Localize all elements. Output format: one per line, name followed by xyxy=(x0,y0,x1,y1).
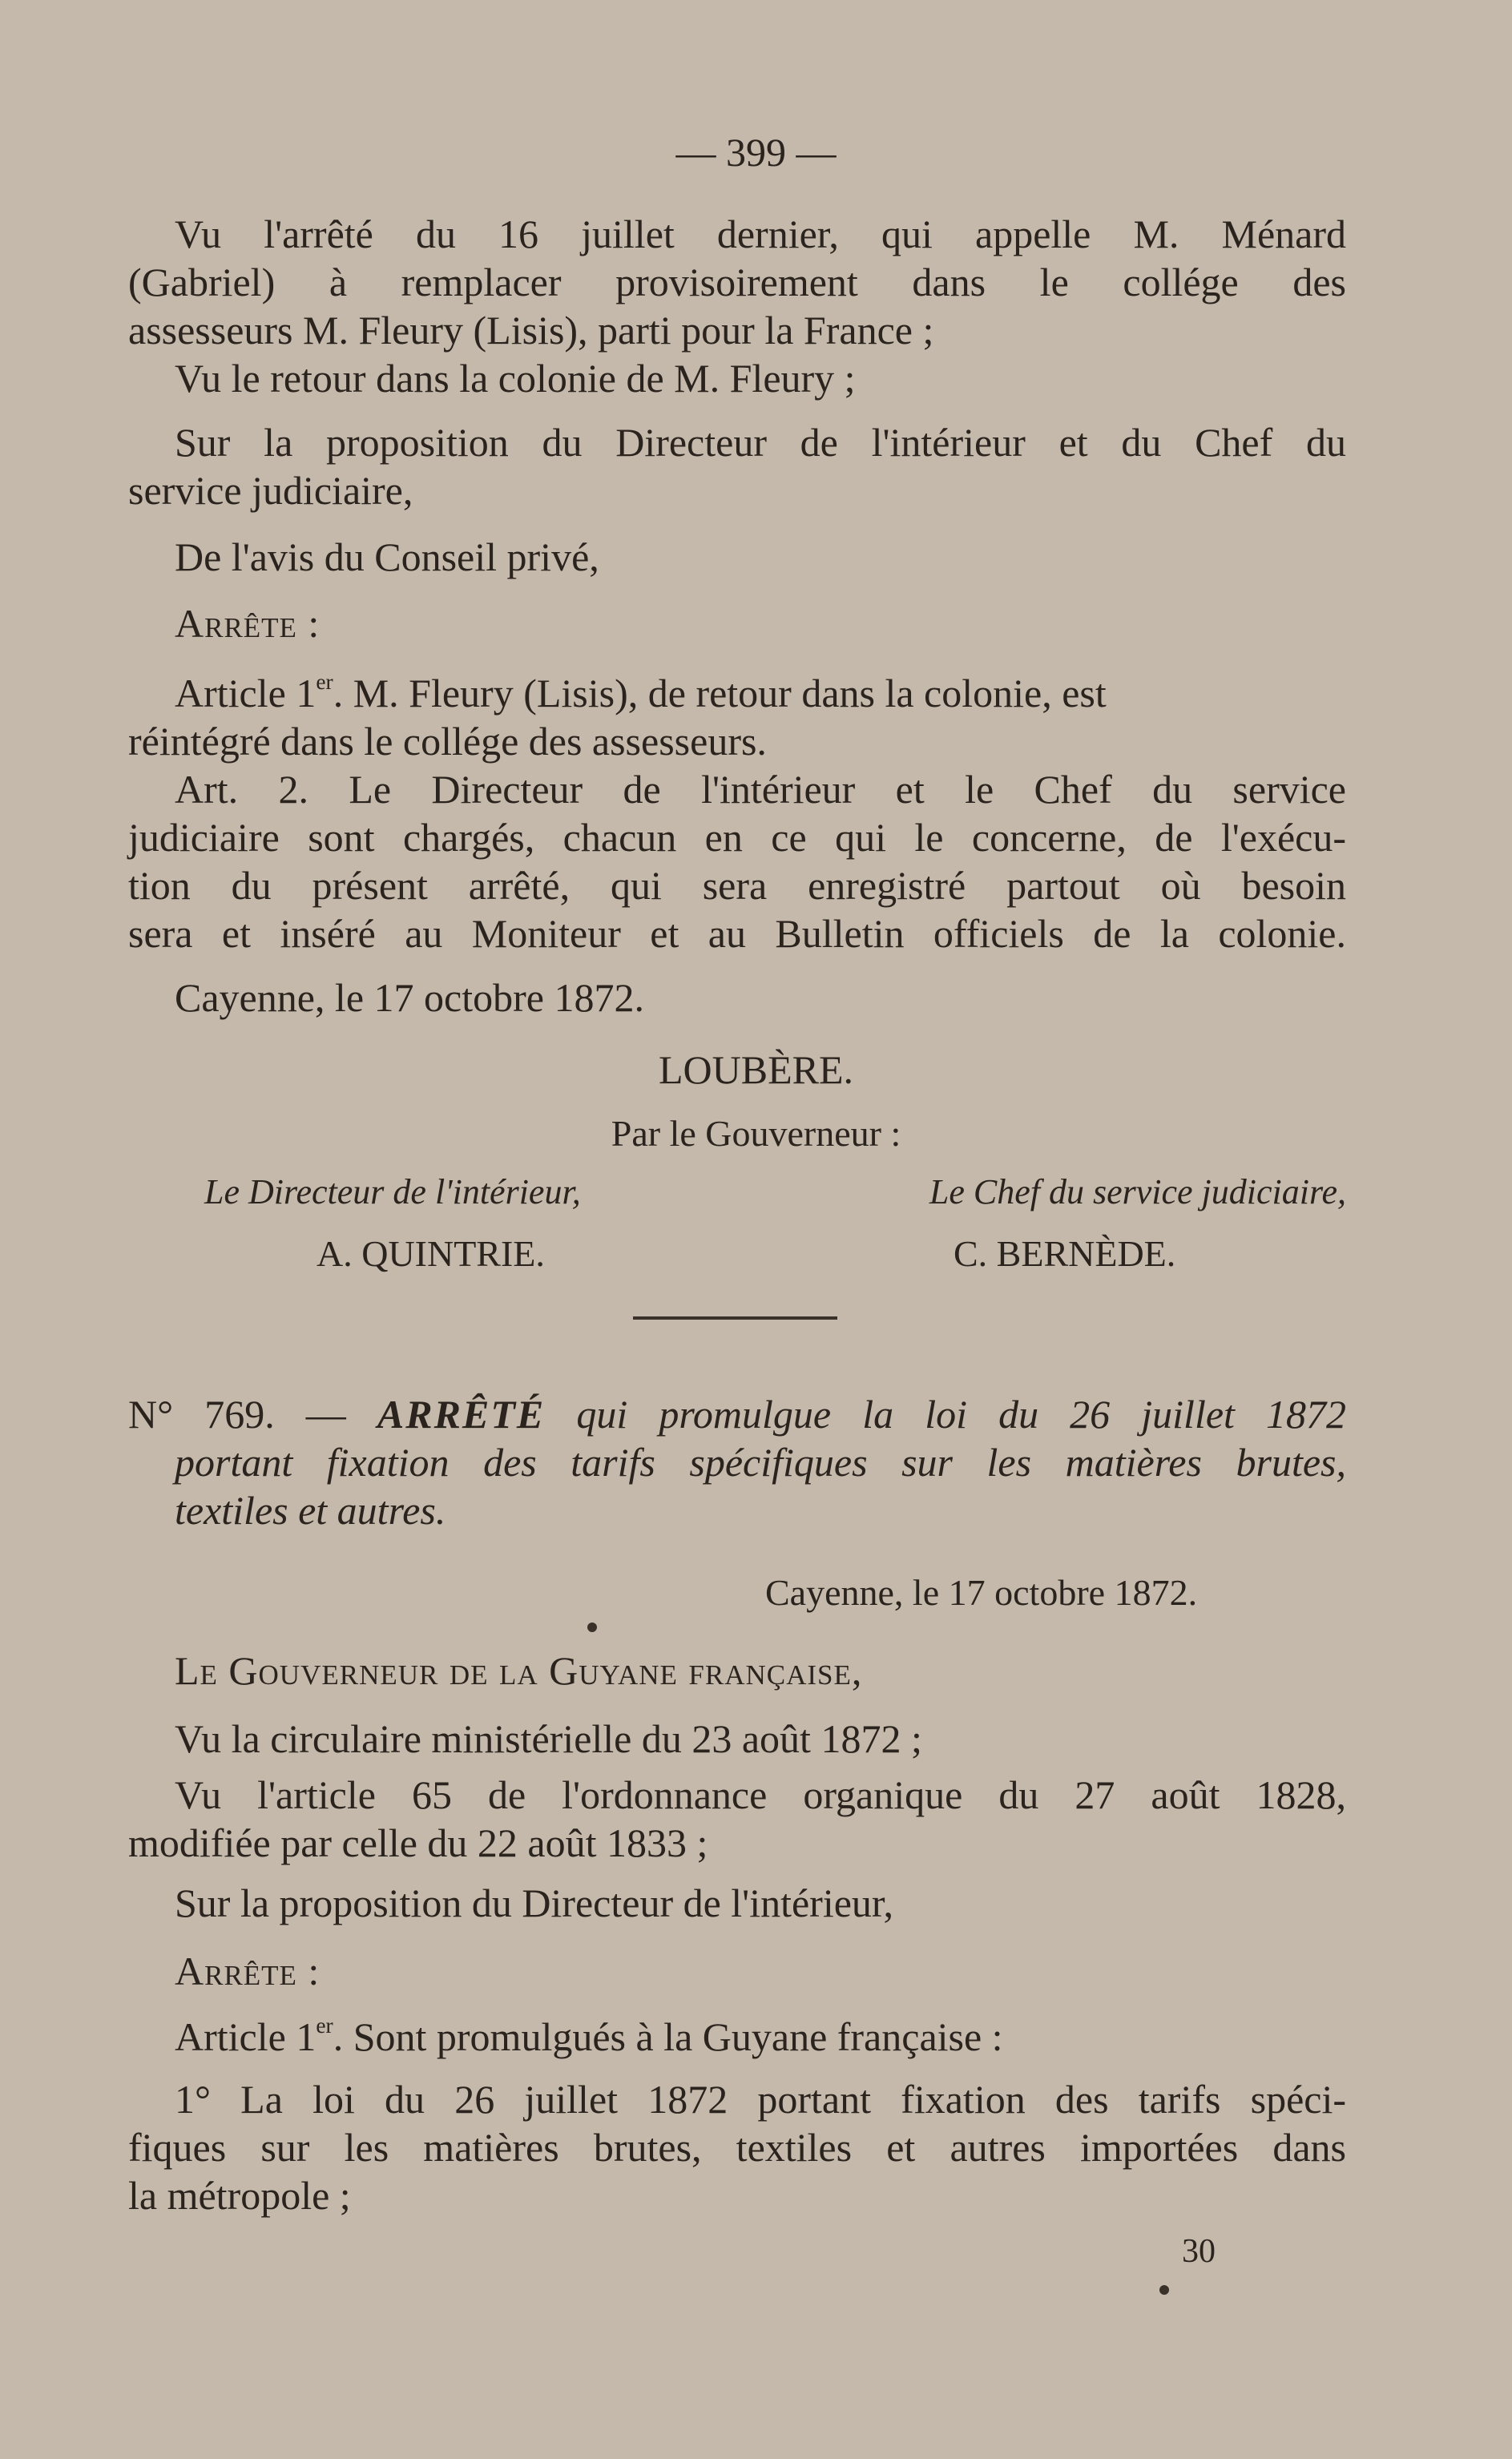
text-line: Art. 2. Le Directeur de l'intérieur et le Chef du service xyxy=(175,767,1346,812)
signatory-title-right: Le Chef du service judiciaire, xyxy=(929,1172,1346,1211)
article-line xyxy=(175,669,1346,717)
section-divider xyxy=(633,1316,837,1320)
ink-dot xyxy=(1159,2285,1169,2295)
signature-mark: 30 xyxy=(1182,2233,1216,2270)
text-line: sera et inséré au Moniteur et au Bulletin officiels de la colonie. xyxy=(128,911,1346,956)
page-number: — 399 — xyxy=(675,130,837,175)
decree-title-line: textiles et autres. xyxy=(175,1488,446,1533)
text-line: modifiée par celle du 22 août 1833 ; xyxy=(128,1820,708,1865)
text-line: Vu l'article 65 de l'ordonnance organique du 27 août 1828, xyxy=(175,1772,1346,1817)
text-line: fiques sur les matières brutes, textiles et autres importées dans xyxy=(128,2125,1346,2170)
text-line: (Gabriel) à remplacer provisoirement dans le collége des xyxy=(128,260,1346,304)
text-line: Sur la proposition du Directeur de l'intérieur, xyxy=(175,1881,894,1925)
text-line: service judiciaire, xyxy=(128,468,413,513)
article-text: . Sont promulgués à la Guyane française : xyxy=(333,2014,1003,2059)
decree-heading xyxy=(128,1390,1346,1438)
article-text: . M. Fleury (Lisis), de retour dans la colonie, est xyxy=(333,671,1107,716)
signatory-name-right: C. BERNÈDE. xyxy=(954,1233,1176,1274)
text-line: Vu la circulaire ministérielle du 23 août 1872 ; xyxy=(175,1716,922,1761)
text-line: tion du présent arrêté, qui sera enregistré partout où besoin xyxy=(128,863,1346,908)
decree-title-rest: qui promulgue la loi du 26 juillet 1872 xyxy=(576,1392,1347,1437)
date-line: Cayenne, le 17 octobre 1872. xyxy=(175,975,644,1020)
signature-governor: LOUBÈRE. xyxy=(658,1047,854,1092)
article-superscript: er xyxy=(316,2013,333,2038)
text-line: Sur la proposition du Directeur de l'intérieur et du Chef du xyxy=(175,420,1346,465)
text-line: Vu l'arrêté du 16 juillet dernier, qui appelle M. Ménard xyxy=(175,212,1346,256)
decree-number: N° 769. — xyxy=(128,1392,346,1437)
governor-heading: Le Gouverneur de la Guyane française, xyxy=(175,1648,863,1693)
text-line: assesseurs M. Fleury (Lisis), parti pour la France ; xyxy=(128,308,934,353)
text-line: Vu le retour dans la colonie de M. Fleury ; xyxy=(175,356,856,401)
text-line: 1° La loi du 26 juillet 1872 portant fixation des tarifs spéci- xyxy=(175,2077,1346,2122)
text-line: De l'avis du Conseil privé, xyxy=(175,534,599,579)
par-le-gouverneur: Par le Gouverneur : xyxy=(611,1113,901,1154)
article-line xyxy=(175,2013,1346,2061)
arrete-heading: Arrête : xyxy=(175,1949,321,1993)
ink-dot xyxy=(587,1623,597,1632)
decree-title-line: portant fixation des tarifs spécifiques sur les matières brutes, xyxy=(175,1440,1346,1485)
article-superscript: er xyxy=(316,669,333,694)
signatory-title-left: Le Directeur de l'intérieur, xyxy=(204,1172,581,1211)
article-label: Article 1 xyxy=(175,2014,317,2059)
text-line: judiciaire sont chargés, chacun en ce qui le concerne, de l'exécu- xyxy=(128,815,1346,860)
decree-title-word: ARRÊTÉ xyxy=(377,1392,546,1437)
text-line: réintégré dans le collége des assesseurs. xyxy=(128,719,767,764)
article-label: Article 1 xyxy=(175,671,317,716)
decree-date: Cayenne, le 17 octobre 1872. xyxy=(765,1572,1198,1613)
text-line: la métropole ; xyxy=(128,2173,351,2218)
signatory-name-left: A. QUINTRIE. xyxy=(317,1233,545,1274)
arrete-heading: Arrête : xyxy=(175,601,321,646)
